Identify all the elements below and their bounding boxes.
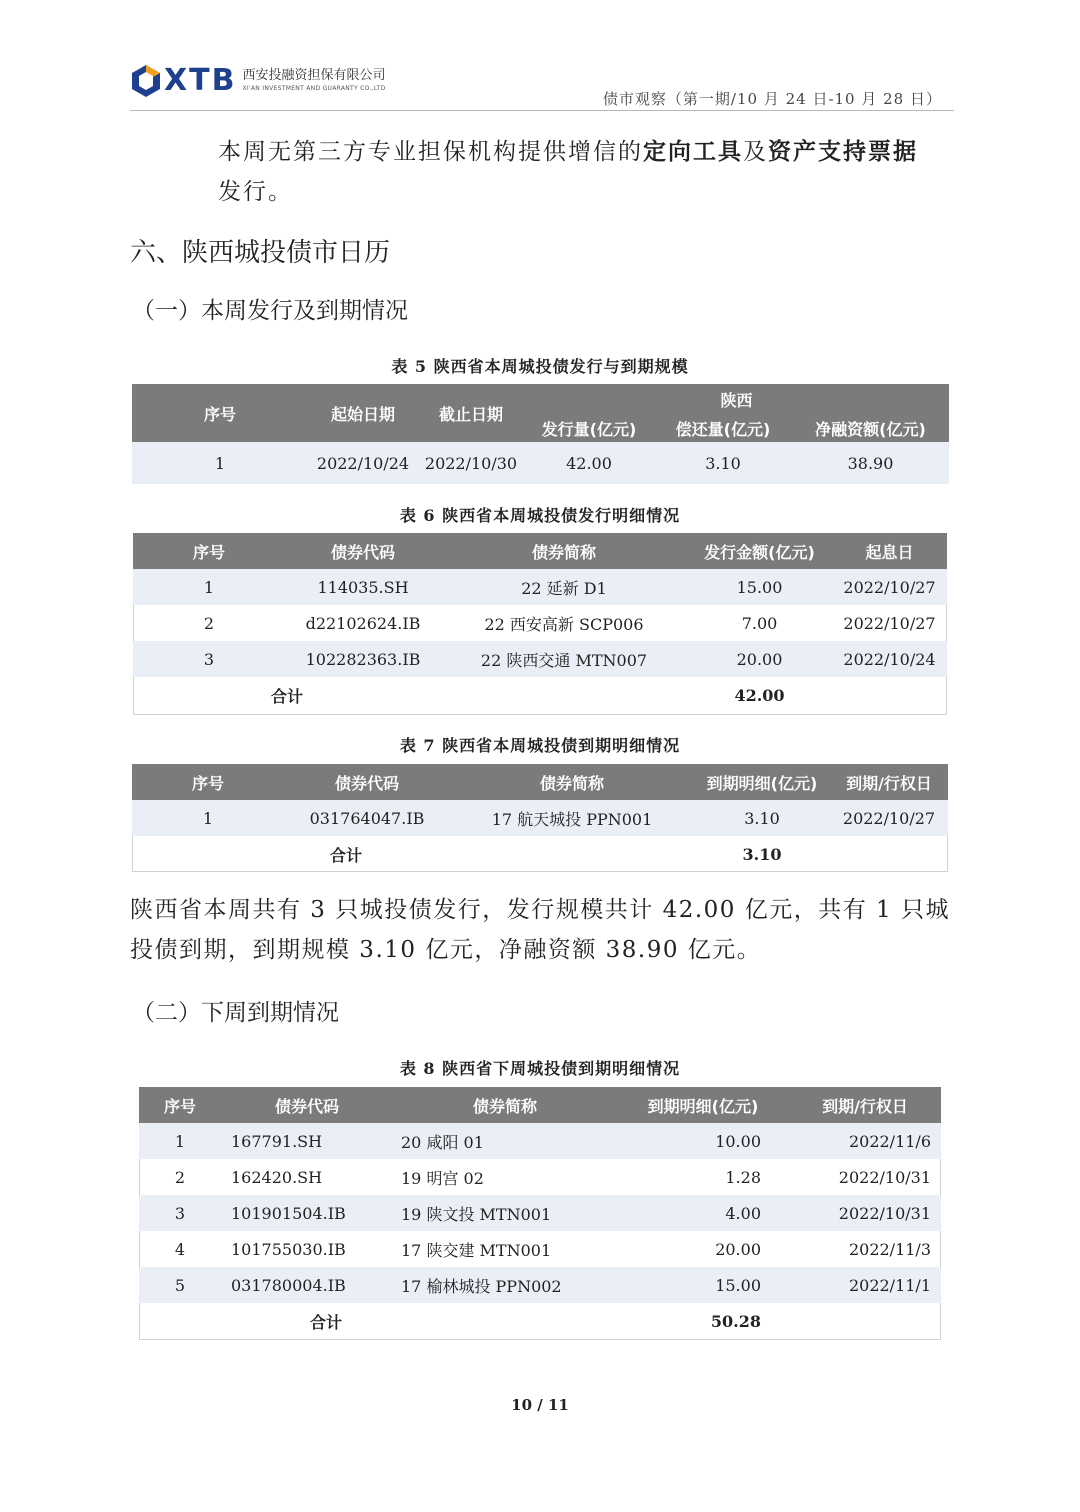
table8-header-cell: 债券代码 (221, 1087, 393, 1123)
table-total-row (132, 836, 948, 872)
table-cell: 2 (203, 613, 215, 633)
table5-header-cell: 偿还量(亿元) (675, 420, 771, 439)
table-row (139, 1195, 941, 1231)
table8-header-cell: 序号 (139, 1087, 221, 1123)
company-name-en: XI'AN INVESTMENT AND GUARANTY CO.,LTD (242, 85, 386, 92)
total-label: 合计 (329, 845, 362, 865)
table-total-row (133, 677, 947, 713)
summary-paragraph: 陕西省本周共有 3 只城投债发行，发行规模共计 42.00 亿元，共有 1 只城投债到期，到期规模 3.10 亿元，净融资额 38.90 亿元。 (130, 897, 950, 963)
table-cell: 3 (139, 1195, 221, 1231)
table-cell: 20 咸阳 01 (393, 1123, 617, 1159)
table6 (133, 533, 947, 713)
table6-header-cell: 序号 (133, 533, 285, 569)
table-cell: 2022/11/1 (789, 1267, 941, 1303)
table8-header-row (139, 1087, 941, 1123)
subsection-heading: （一）本周发行及到期情况 (132, 298, 408, 324)
subsection-heading: （二）下周到期情况 (132, 1000, 339, 1026)
table-cell: 20.00 (715, 1239, 761, 1259)
para-text: 发行。 (218, 179, 293, 205)
table-row (133, 605, 947, 641)
table-cell: 101901504.IB (221, 1195, 393, 1231)
table-row (139, 1159, 941, 1195)
table-cell: 3 (133, 641, 285, 677)
para-text: 本周无第三方专业担保机构提供增信的 (218, 139, 643, 165)
table-cell: 17 榆林城投 PPN002 (393, 1267, 617, 1303)
table-cell: 3.10 (694, 800, 830, 836)
table8-header-cell: 到期明细(亿元) (617, 1087, 789, 1123)
total-value: 42.00 (734, 685, 785, 705)
table-cell: 4 (174, 1239, 186, 1259)
table5-group-label: 陕西 (720, 391, 753, 410)
table8-caption: 表 8 陕西省下周城投债到期明细情况 (399, 1059, 681, 1078)
hexagon-logo-icon (130, 64, 162, 98)
table-cell: 42.00 (524, 442, 654, 484)
company-logo (130, 64, 386, 98)
table6-header-cell: 债券代码 (285, 533, 441, 569)
table-cell: 15.00 (617, 1267, 789, 1303)
table-cell: 7.00 (741, 613, 778, 633)
table5-header-cell: 发行量(亿元) (541, 420, 637, 439)
page-header (130, 64, 954, 111)
table-cell: 1 (139, 1123, 221, 1159)
table-cell: 2022/10/31 (838, 1167, 931, 1187)
table-total-row (139, 1303, 941, 1339)
table7 (132, 764, 948, 872)
table-cell: 2 (174, 1167, 186, 1187)
table-cell: 22 延新 D1 (441, 569, 687, 605)
table-cell: 031764047.IB (284, 800, 450, 836)
table-cell: 2022/10/24 (308, 442, 418, 484)
table-cell: 5 (139, 1267, 221, 1303)
table-cell: 4.00 (617, 1195, 789, 1231)
intro-paragraph (218, 132, 958, 212)
table-cell: 15.00 (687, 569, 832, 605)
table-cell: 22 西安高新 SCP006 (484, 614, 644, 634)
table-row (132, 442, 949, 484)
table-cell: 2022/10/31 (789, 1195, 941, 1231)
table-cell: d22102624.IB (305, 613, 421, 633)
total-label: 合计 (309, 1312, 342, 1332)
table-cell: 17 陕交建 MTN001 (401, 1240, 552, 1260)
table-row (139, 1123, 941, 1159)
table-row (133, 641, 947, 677)
table-cell: 2022/11/3 (848, 1239, 931, 1259)
table-cell: 1 (132, 800, 284, 836)
issue-title: 债市观察（第一期/10 月 24 日-10 月 28 日） (602, 90, 942, 108)
table-cell: 10.00 (617, 1123, 789, 1159)
table-cell: 2022/10/30 (418, 442, 524, 484)
section-heading: 六、陕西城投债市日历 (130, 238, 391, 268)
table8 (139, 1087, 941, 1339)
table5-caption: 表 5 陕西省本周城投债发行与到期规模 (391, 357, 689, 376)
table7-header-row (132, 764, 948, 800)
table-cell: 3.10 (654, 442, 792, 484)
table-cell: 38.90 (792, 442, 949, 484)
table-cell: 1.28 (725, 1167, 761, 1187)
table5-header-row (132, 384, 949, 442)
table-cell: 2022/10/27 (843, 613, 936, 633)
table8-header-cell: 到期/行权日 (789, 1087, 941, 1123)
table7-header-cell: 到期/行权日 (830, 764, 948, 800)
table6-header-cell: 起息日 (832, 533, 947, 569)
table7-header-cell: 到期明细(亿元) (694, 764, 830, 800)
para-bold: 资产支持票据 (768, 138, 918, 165)
logo-letters: XTB (164, 63, 237, 98)
table6-header-row (133, 533, 947, 569)
table6-header-cell: 发行金额(亿元) (687, 533, 832, 569)
table-cell: 162420.SH (231, 1167, 323, 1187)
total-value: 50.28 (710, 1311, 761, 1331)
total-value: 3.10 (742, 844, 782, 864)
table7-header-cell: 序号 (132, 764, 284, 800)
table-cell: 20.00 (687, 641, 832, 677)
table-cell: 2022/11/6 (789, 1123, 941, 1159)
table-cell: 19 明宫 02 (401, 1168, 484, 1188)
table-cell: 22 陕西交通 MTN007 (441, 641, 687, 677)
table5-header-cell: 序号 (132, 384, 308, 442)
table-row (133, 569, 947, 605)
table-cell: 101755030.IB (231, 1239, 346, 1259)
table8-header-cell: 债券简称 (393, 1087, 617, 1123)
table6-caption: 表 6 陕西省本周城投债发行明细情况 (399, 506, 681, 525)
table-row (139, 1231, 941, 1267)
table-cell: 167791.SH (221, 1123, 393, 1159)
table5 (132, 384, 949, 484)
table5-header-cell: 截止日期 (418, 384, 524, 442)
table-row (139, 1267, 941, 1303)
table6-header-cell: 债券简称 (441, 533, 687, 569)
table5-header-cell: 净融资额(亿元) (815, 420, 926, 439)
table7-header-cell: 债券代码 (284, 764, 450, 800)
table-cell: 2022/10/27 (832, 569, 947, 605)
table-cell: 1 (133, 569, 285, 605)
table-cell: 1 (132, 442, 308, 484)
para-bold: 定向工具 (643, 138, 743, 165)
table5-header-cell: 起始日期 (308, 384, 418, 442)
page-number: 10 / 11 (511, 1396, 569, 1414)
company-name-cn: 西安投融资担保有限公司 (242, 68, 386, 83)
table7-header-cell: 债券简称 (450, 764, 694, 800)
table5-group-header (524, 384, 949, 442)
table-cell: 2022/10/27 (830, 800, 948, 836)
table-cell: 17 航天城投 PPN001 (450, 800, 694, 836)
table-cell: 102282363.IB (285, 641, 441, 677)
table7-caption: 表 7 陕西省本周城投债到期明细情况 (399, 736, 681, 755)
para-text: 及 (743, 139, 768, 165)
table-cell: 2022/10/24 (832, 641, 947, 677)
table-row (132, 800, 948, 836)
table-cell: 19 陕文投 MTN001 (393, 1195, 617, 1231)
table-cell: 031780004.IB (221, 1267, 393, 1303)
total-label: 合计 (270, 686, 303, 706)
table-cell: 114035.SH (285, 569, 441, 605)
